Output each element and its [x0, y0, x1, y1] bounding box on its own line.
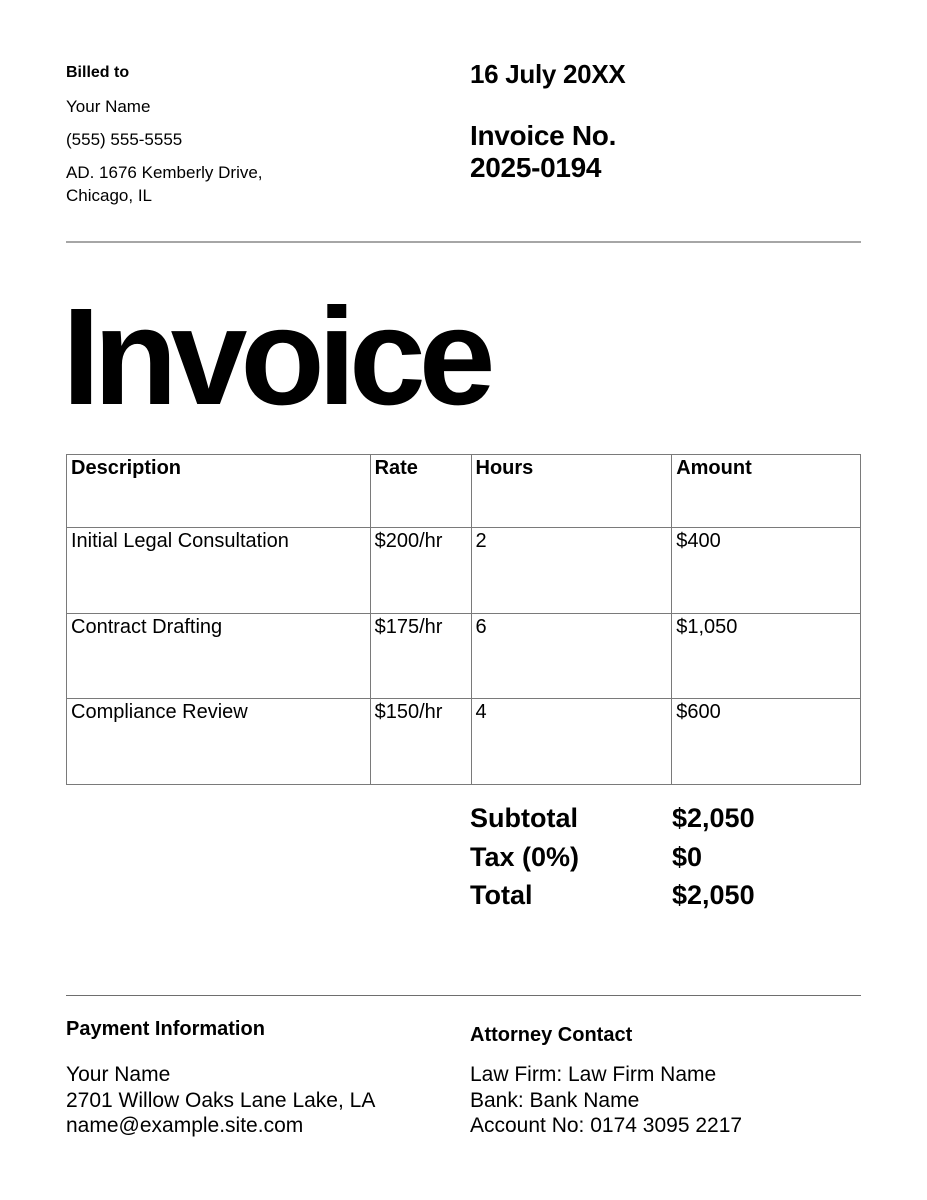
account-number-line: Account No: 0174 3095 2217 [470, 1114, 743, 1137]
cell-description: Initial Legal Consultation [67, 528, 371, 614]
cell-rate: $200/hr [370, 528, 471, 614]
invoice-number-label: Invoice No. [470, 120, 617, 151]
cell-rate: $175/hr [370, 613, 471, 699]
table-row [67, 528, 861, 614]
items-table [66, 454, 861, 785]
tax-label: Tax (0%) [470, 842, 580, 872]
bank-line: Bank: Bank Name [470, 1088, 640, 1112]
invoice-number-value: 2025-0194 [470, 152, 602, 183]
subtotal-value: $2,050 [672, 803, 755, 833]
column-header-rate: Rate [370, 455, 471, 528]
invoice-date: 16 July 20XX [470, 59, 626, 89]
payment-email: name@example.site.com [66, 1114, 304, 1137]
cell-hours: 4 [471, 699, 672, 785]
payment-information-heading: Payment Information [66, 1018, 265, 1040]
cell-hours: 6 [471, 613, 672, 699]
table-row [67, 613, 861, 699]
page-title: Invoice [62, 280, 489, 434]
subtotal-label: Subtotal [470, 803, 578, 833]
total-label: Total [470, 880, 533, 910]
payment-information-details [66, 1062, 375, 1139]
billed-to-label: Billed to [66, 64, 130, 81]
tax-value: $0 [672, 842, 703, 872]
cell-rate: $150/hr [370, 699, 471, 785]
invoice-number [470, 120, 616, 184]
divider [66, 995, 861, 996]
attorney-contact-heading: Attorney Contact [470, 1024, 633, 1046]
cell-amount: $600 [672, 699, 861, 785]
billed-to-name: Your Name [66, 97, 151, 116]
attorney-contact-details [470, 1062, 742, 1139]
cell-amount: $1,050 [672, 613, 861, 699]
cell-hours: 2 [471, 528, 672, 614]
billed-to-address: AD. 1676 Kemberly Drive, Chicago, IL [66, 163, 263, 205]
cell-amount: $400 [672, 528, 861, 614]
payment-name: Your Name [66, 1063, 171, 1086]
table-row [67, 699, 861, 785]
billed-to-phone: (555) 555-5555 [66, 130, 183, 149]
total-value: $2,050 [672, 880, 755, 910]
column-header-description: Description [67, 455, 371, 528]
law-firm-line: Law Firm: Law Firm Name [470, 1063, 717, 1086]
payment-address: 2701 Willow Oaks Lane Lake, LA [66, 1088, 376, 1112]
cell-description: Contract Drafting [67, 613, 371, 699]
column-header-amount: Amount [672, 455, 861, 528]
column-header-hours: Hours [471, 455, 672, 528]
table-header-row [67, 455, 861, 528]
divider [66, 241, 861, 243]
cell-description: Compliance Review [67, 699, 371, 785]
